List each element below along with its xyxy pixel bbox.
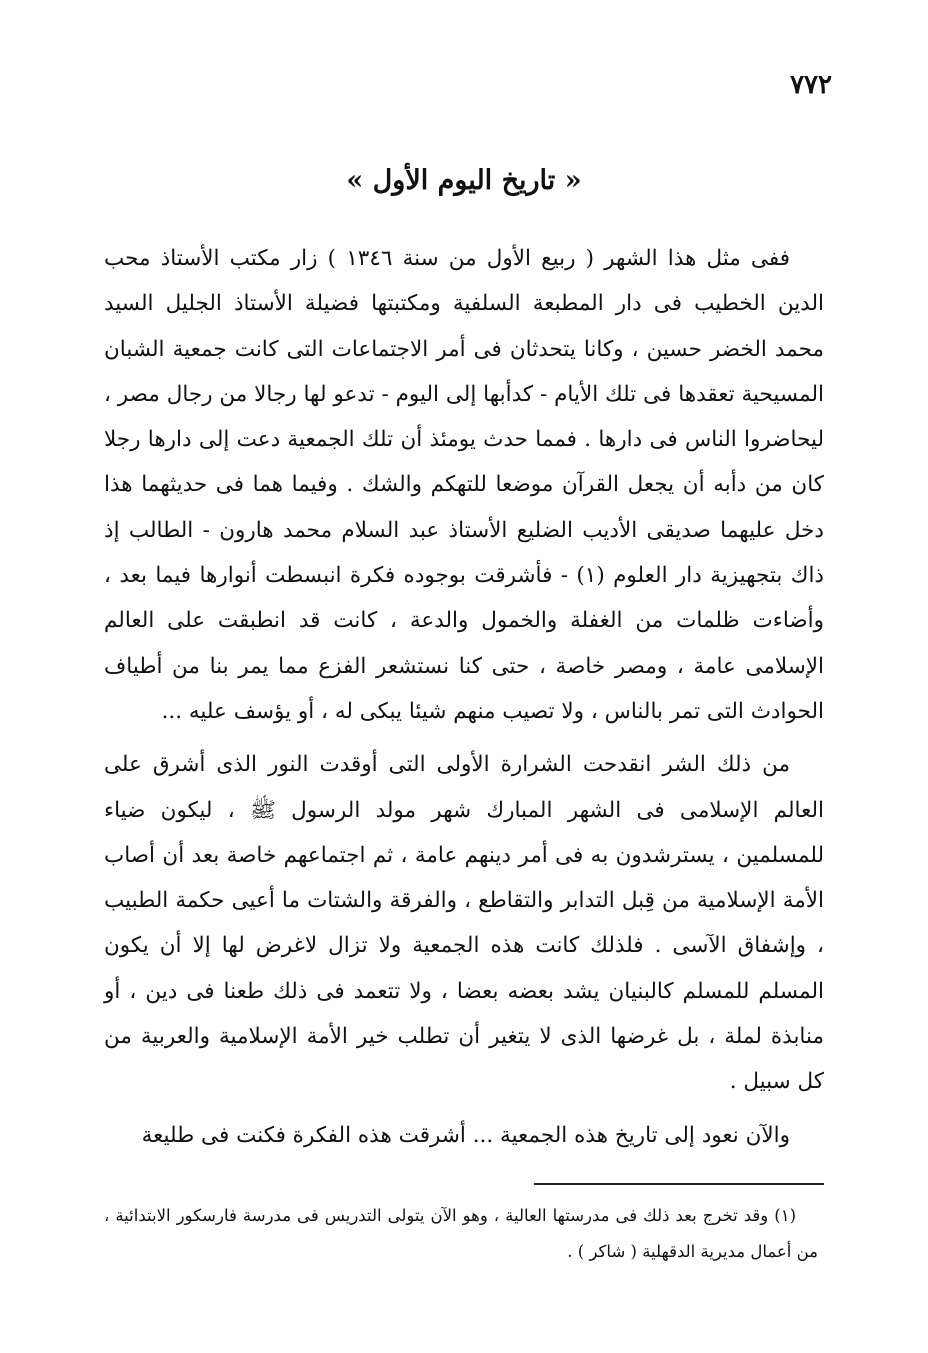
footnote-1: (١) وقد تخرج بعد ذلك فى مدرستها العالية ، وهو الآن يتولى التدريس فى مدرسة فارسكور الابتدائية ، من أعمال مديرية الدقهلية ( شاكر ) .	[104, 1206, 818, 1261]
body-text	[104, 236, 824, 1158]
footnotes	[104, 1198, 818, 1270]
paragraph-1: ففى مثل هذا الشهر ( ربيع الأول من سنة ١٣٤٦ ) زار مكتب الأستاذ محب الدين الخطيب فى دار المطبعة السلفية ومكتبتها فضيلة الأستاذ الجليل السيد محمد الخضر حسين ، وكانا يتحدثان فى أمر الاجتماعات التى كانت جمعية الشبان المسيحية تعقدها فى تلك الأيام - كدأبها إلى اليوم - تدعو لها رجالا من رجال مصر ، ليحاضروا الناس فى دارها . فمما حدث يومئذ أن تلك الجمعية دعت إلى دارها رجلا كان من دأبه أن يجعل القرآن موضعا للتهكم والشك . وفيما هما فى حديثهما هذا دخل عليهما صديقى الأديب الضليع الأستاذ عبد السلام محمد هارون - الطالب إذ ذاك بتجهيزية دار العلوم (١) - فأشرقت بوجوده فكرة انبسطت أنوارها فيما بعد ، وأضاءت ظلمات من الغفلة والخمول والدعة ، كانت قد انطبقت على العالم الإسلامى عامة ، ومصر خاصة ، حتى كنا نستشعر الفزع مما يمر بنا من أطياف الحوادث التى تمر بالناس ، ولا تصيب منهم شيئا يبكى له ، أو يؤسف عليه ...	[104, 246, 824, 724]
page-number: ٧٧٢	[790, 70, 832, 100]
footnote-divider	[534, 1183, 824, 1185]
paragraph-3: والآن نعود إلى تاريخ هذه الجمعية ... أشرقت هذه الفكرة فكنت فى طليعة	[141, 1122, 790, 1148]
section-title: « تاريخ اليوم الأول »	[346, 165, 582, 196]
paragraph-2: من ذلك الشر انقدحت الشرارة الأولى التى أوقدت النور الذى أشرق على العالم الإسلامى فى الشهر المبارك شهر مولد الرسول ﷺ ، ليكون ضياء للمسلمين ، يسترشدون به فى أمر دينهم عامة ، ثم اجتماعهم خاصة بعد أن أصاب الأمة الإسلامية من قِبل التدابر والتقاطع ، والفرقة والشتات ما أعيى حكمة الطبيب ، وإشفاق الآسى . فلذلك كانت هذه الجمعية ولا تزال لاغرض لها إلا أن يكون المسلم للمسلم كالبنيان يشد بعضه بعضا ، ولا تتعمد فى ذلك طعنا فى دين ، أو منابذة لملة ، بل غرضها الذى لا يتغير أن تطلب خير الأمة الإسلامية والعربية من كل سبيل .	[104, 752, 824, 1095]
